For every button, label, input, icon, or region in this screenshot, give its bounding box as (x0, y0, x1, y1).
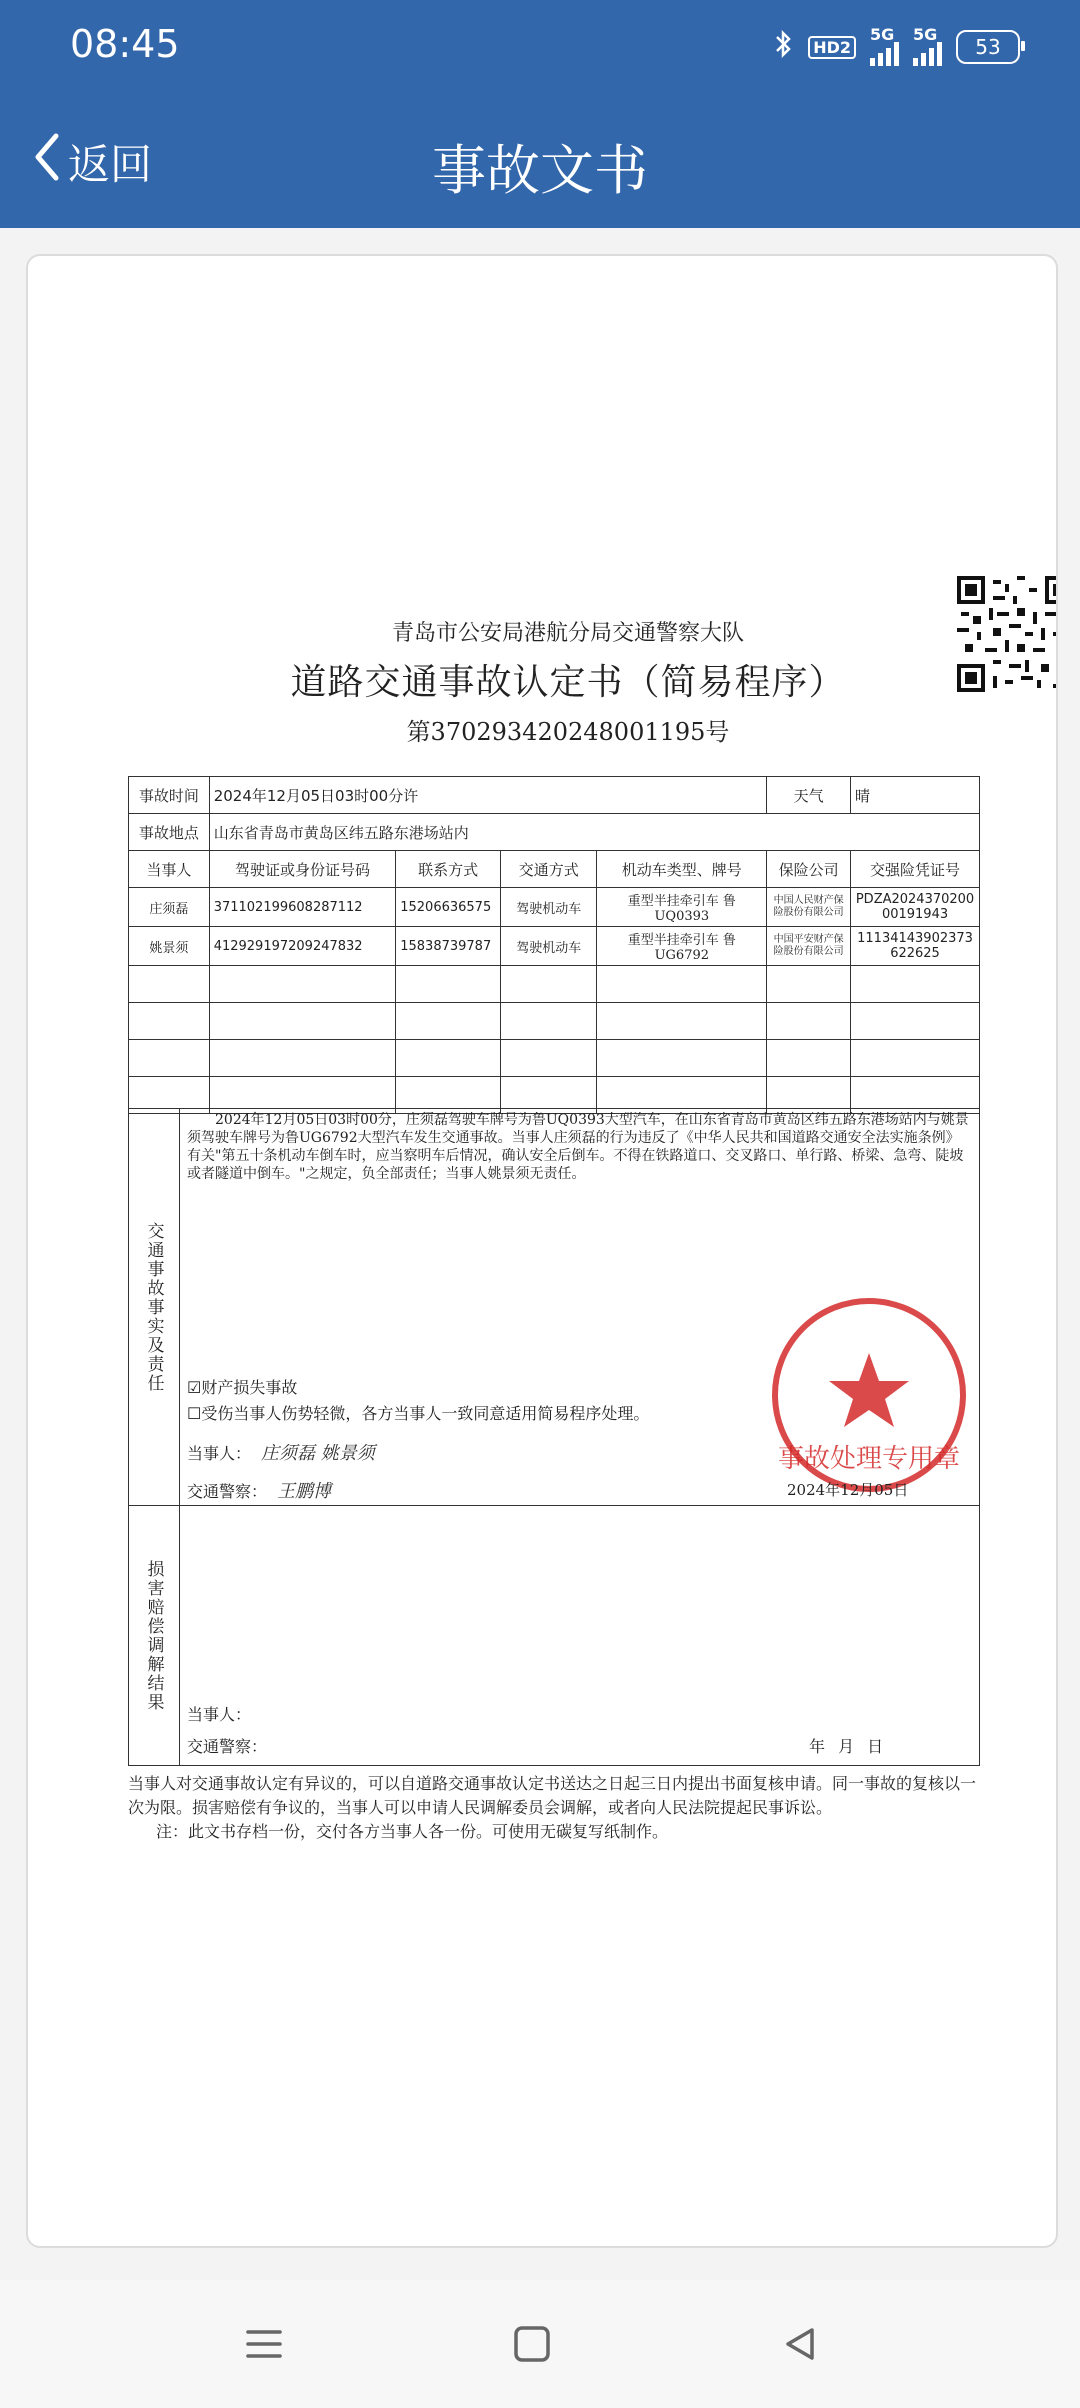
signal-icon-1: 5G (870, 28, 899, 66)
damage-label: 损害赔偿调解结果 (143, 1559, 164, 1712)
weather-label: 天气 (767, 777, 851, 814)
table-header-row (129, 851, 980, 888)
menu-button[interactable] (240, 2320, 288, 2368)
injury-checkbox: ☐受伤当事人伤势轻微，各方当事人一致同意适用简易程序处理。 (187, 1404, 650, 1423)
facts-text: 2024年12月05日03时00分，庄须磊驾驶车牌号为鲁UQ0393大型汽车，在山东省青岛市黄岛区纬五路东港场站内与姚景须驾驶车牌号为鲁UG6792大型汽车发生交通事故。当事人庄须磊的行为违反了《中华人民共和国道路交通安全法实施条例》有关"第五十条机动车倒车时，应当察明车后情况，确认安全后倒车。不得在铁路道口、交叉路口、单行路、桥梁、急弯、陡坡或者隧道中倒车。"之规定，负全部责任；当事人姚景须无责任。 (187, 1112, 969, 1182)
nav-back-button[interactable] (776, 2320, 824, 2368)
party-signatures: 庄须磊 姚景须 (261, 1443, 375, 1464)
table-row (129, 1040, 980, 1077)
party-policy: 11134143902373622625 (851, 927, 980, 966)
party-label: 当事人： (187, 1444, 252, 1463)
document-footer (128, 1772, 988, 1844)
facts-label: 交通事故事实及责任 (143, 1221, 164, 1393)
battery-level: 53 (975, 35, 1001, 59)
police-org: 青岛市公安局港航分局交通警察大队 (391, 621, 744, 646)
status-icons (774, 25, 1020, 66)
page-title: 事故文书 (432, 139, 648, 202)
table-row (129, 888, 980, 927)
table-row (129, 777, 980, 814)
table-row (129, 966, 980, 1003)
police-label: 交通警察： (187, 1482, 268, 1501)
property-checkbox: ☑财产损失事故 (187, 1378, 298, 1397)
damage-section (128, 1506, 980, 1766)
damage-side-label (129, 1506, 180, 1765)
party-id: 371102199608287112 (209, 888, 396, 927)
facts-date: 2024年12月05日 (787, 1481, 909, 1499)
police-signature: 王鹏博 (277, 1481, 332, 1502)
top-bar (0, 0, 1080, 228)
official-seal (769, 1295, 969, 1495)
party-policy: PDZA202437020000191943 (851, 888, 980, 927)
col-insurer: 保险公司 (767, 851, 851, 888)
table-row (129, 927, 980, 966)
damage-party-label: 当事人： (187, 1705, 252, 1724)
police-sign-line (187, 1477, 331, 1503)
hd-icon: HD2 (808, 36, 856, 59)
col-license: 驾驶证或身份证号码 (209, 851, 396, 888)
weather-value: 晴 (851, 777, 980, 814)
party-phone: 15206636575 (396, 888, 501, 927)
table-row (129, 814, 980, 851)
system-nav-bar (0, 2280, 1080, 2408)
accident-info-table (128, 776, 980, 1114)
facts-side-label (129, 1109, 180, 1505)
col-party: 当事人 (129, 851, 210, 888)
col-vehicle: 机动车类型、牌号 (597, 851, 767, 888)
party-mode: 驾驶机动车 (501, 927, 597, 966)
seal-text: 事故处理专用章 (777, 1444, 961, 1474)
accident-time: 2024年12月05日03时00分许 (209, 777, 767, 814)
battery-icon (956, 30, 1020, 64)
document-number: 第370293420248001195号 (406, 718, 730, 746)
home-button[interactable] (508, 2320, 556, 2368)
footer-note: 注：此文书存档一份，交付各方当事人各一份。可使用无碳复写纸制作。 (156, 1822, 669, 1841)
party-name: 庄须磊 (129, 888, 210, 927)
signal-icon-2: 5G (913, 28, 942, 66)
party-insurer: 中国人民财产保险股份有限公司 (767, 888, 851, 927)
back-label: 返回 (68, 140, 153, 189)
menu-icon (240, 2320, 288, 2368)
party-vehicle: 重型半挂牵引车 鲁UG6792 (597, 927, 767, 966)
col-policy: 交强险凭证号 (851, 851, 980, 888)
facts-section (128, 1108, 980, 1506)
party-sign-line (187, 1439, 375, 1465)
accident-location: 山东省青岛市黄岛区纬五路东港场站内 (209, 814, 979, 851)
status-time: 08:45 (70, 22, 180, 66)
party-name: 姚景须 (129, 927, 210, 966)
party-mode: 驾驶机动车 (501, 888, 597, 927)
damage-police-label: 交通警察： (187, 1737, 268, 1756)
footer-text: 当事人对交通事故认定有异议的，可以自道路交通事故认定书送达之日起三日内提出书面复核申请。同一事故的复核以一次为限。损害赔偿有争议的，当事人可以申请人民调解委员会调解，或者向人民法院提起民事诉讼。 (128, 1774, 977, 1817)
party-vehicle: 重型半挂牵引车 鲁UQ0393 (597, 888, 767, 927)
damage-date: 年 月 日 (809, 1737, 888, 1756)
bluetooth-icon (774, 29, 794, 65)
party-phone: 15838739787 (396, 927, 501, 966)
location-label: 事故地点 (129, 814, 210, 851)
document-title: 道路交通事故认定书（简易程序） (290, 662, 846, 703)
home-square-icon (508, 2320, 556, 2368)
back-triangle-icon (776, 2320, 824, 2368)
party-insurer: 中国平安财产保险股份有限公司 (767, 927, 851, 966)
table-row (129, 1003, 980, 1040)
col-transport: 交通方式 (501, 851, 597, 888)
document-card (26, 254, 1058, 2248)
party-id: 412929197209247832 (209, 927, 396, 966)
col-contact: 联系方式 (396, 851, 501, 888)
time-label: 事故时间 (129, 777, 210, 814)
